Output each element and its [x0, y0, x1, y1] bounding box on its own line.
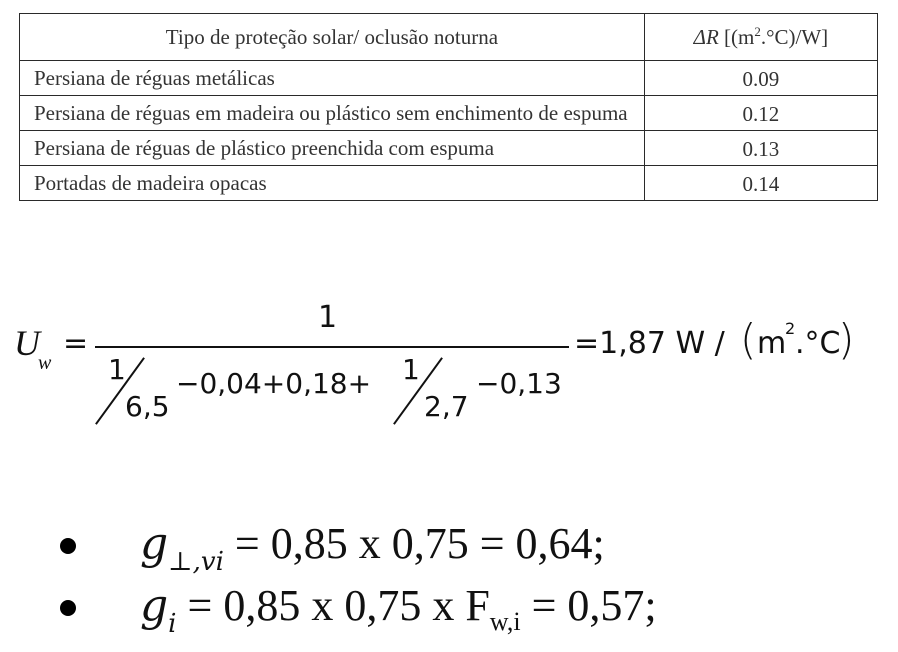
table-row	[20, 131, 878, 166]
table-header-row	[20, 14, 878, 61]
middle-terms: −0,04+0,18+	[176, 367, 372, 400]
header-type: Tipo de proteção solar/ oclusão noturna	[20, 14, 645, 61]
row-value: 0.09	[644, 61, 877, 96]
frac1-numerator: 1	[108, 353, 126, 386]
frac2-denominator: 2,7	[424, 390, 469, 423]
gi-expression-b: = 0,57;	[520, 581, 657, 630]
table-row	[20, 96, 878, 131]
row-value: 0.14	[644, 166, 877, 201]
row-value: 0.13	[644, 131, 877, 166]
frac2-numerator: 1	[402, 353, 420, 386]
f-subscript: w,i	[489, 607, 521, 636]
g-expression: = 0,85 x 0,75 = 0,64;	[223, 519, 605, 568]
protection-table	[19, 13, 878, 201]
table-row	[20, 166, 878, 201]
bullet-dot	[60, 600, 76, 616]
row-type: Persiana de réguas de plástico preenchida com espuma	[20, 131, 645, 166]
frac1-denominator: 6,5	[125, 390, 170, 423]
uw-subscript: w	[38, 352, 52, 374]
unit-close: .°C)/W]	[760, 25, 829, 49]
result: =1,87 W /	[574, 326, 725, 361]
unit-open: [(m	[724, 25, 755, 49]
g-subscript: i	[168, 609, 177, 639]
unit-superscript: 2	[785, 319, 796, 338]
g-subscript: ⊥,vi	[168, 547, 224, 577]
fraction-bar	[95, 346, 569, 348]
unit-m: m	[757, 326, 787, 361]
uw-equals: =	[63, 326, 89, 361]
g-variable: g	[140, 518, 169, 569]
table-row	[20, 61, 878, 96]
gi-expression-a: = 0,85 x 0,75 x F	[176, 581, 490, 630]
unit-open-paren: (	[740, 315, 757, 364]
last-term: −0,13	[476, 367, 562, 400]
delta-r-symbol: ΔR	[693, 25, 719, 49]
numerator: 1	[318, 300, 338, 335]
gi-line	[140, 580, 657, 639]
header-delta-r	[644, 14, 877, 61]
unit-superscript: 2	[754, 24, 761, 39]
g-variable: g	[140, 580, 169, 631]
row-type: Persiana de réguas em madeira ou plástico sem enchimento de espuma	[20, 96, 645, 131]
row-type: Portadas de madeira opacas	[20, 166, 645, 201]
row-value: 0.12	[644, 96, 877, 131]
bullet-dot	[60, 538, 76, 554]
unit-rest: .°C	[795, 326, 841, 361]
uw-variable: U	[14, 323, 40, 363]
row-type: Persiana de réguas metálicas	[20, 61, 645, 96]
g-perp-line	[140, 518, 605, 577]
unit-close-paren: )	[838, 315, 855, 364]
